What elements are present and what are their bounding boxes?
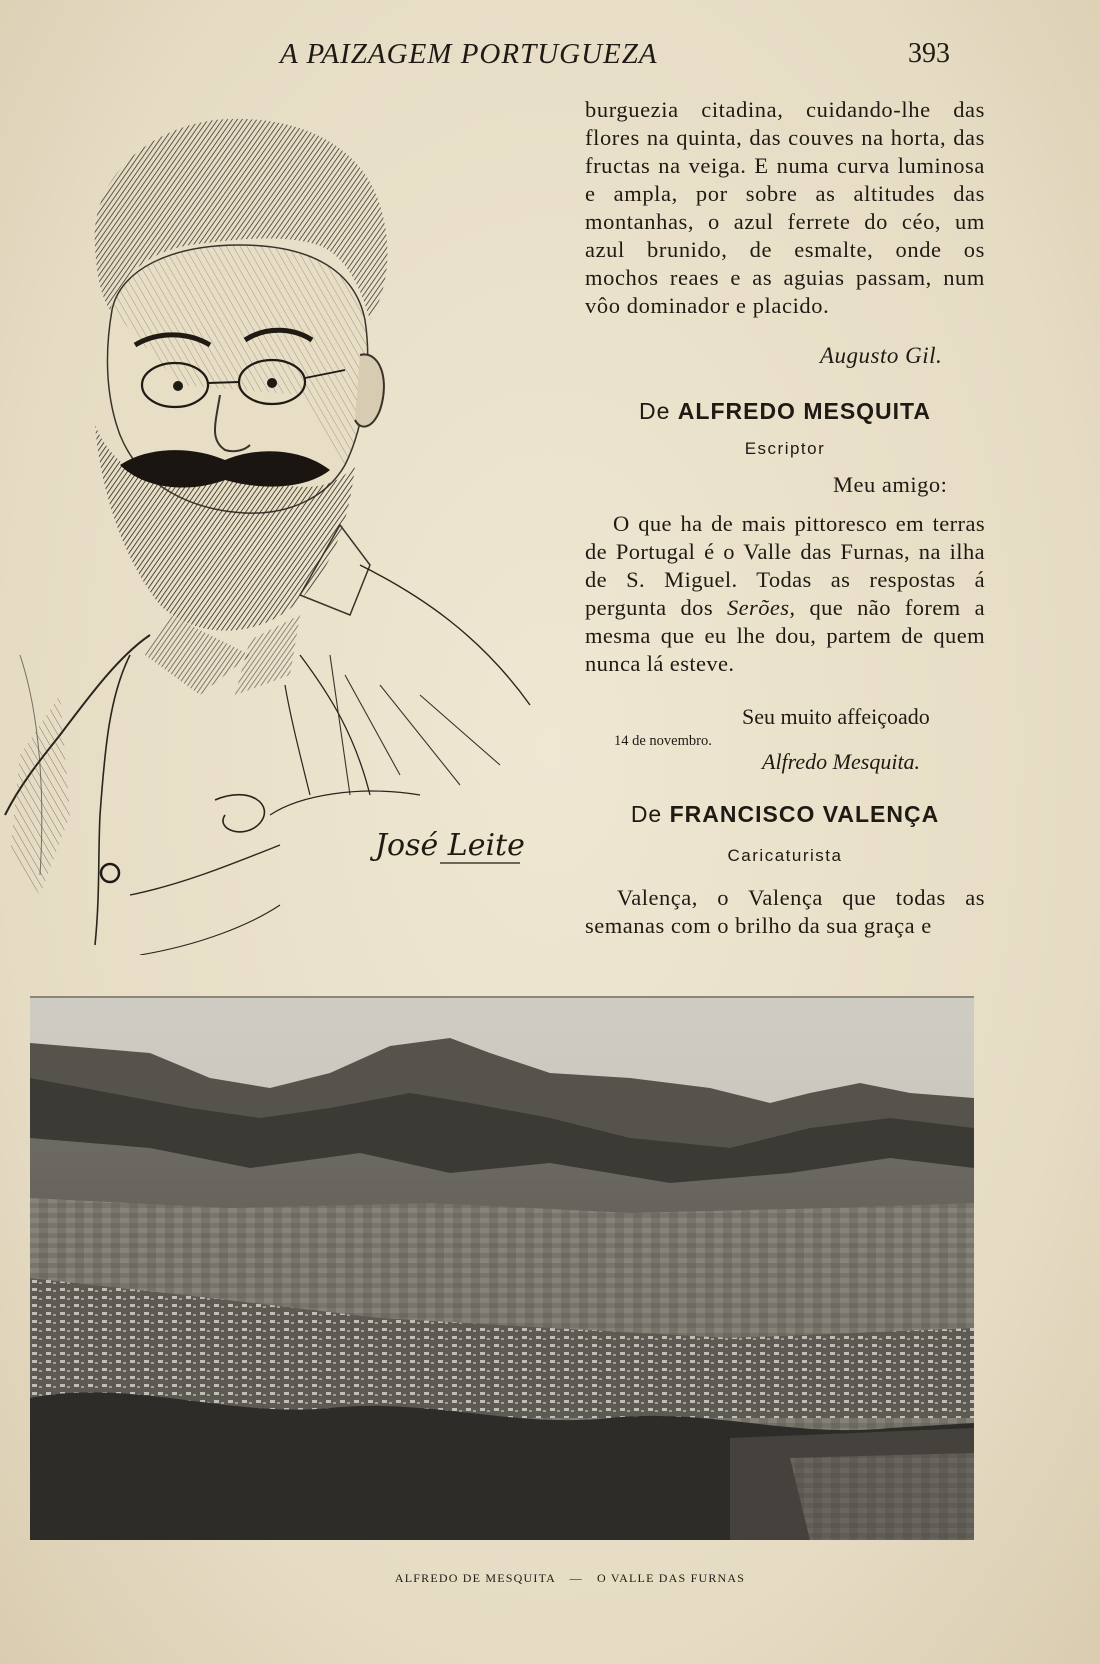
mesquita-heading — [585, 398, 985, 425]
artist-signature: José Leite — [375, 828, 525, 863]
valley-photograph — [30, 996, 974, 1540]
mesquita-closing: Seu muito affeiçoado — [742, 704, 930, 729]
caption-separator: — — [569, 1571, 583, 1585]
gil-signature: Augusto Gil. — [820, 343, 943, 368]
mesquita-letter — [585, 510, 985, 678]
mesquita-role: Escriptor — [744, 439, 826, 458]
gil-continuation — [585, 96, 985, 320]
mesquita-body-part1: O que ha de mais pittoresco em terras de Portugal é o Valle das Furnas, na ilha de S. Miguel. Todas as respostas á pergunta dos — [585, 511, 985, 620]
caption-title: O VALLE DAS FURNAS — [596, 1571, 746, 1585]
valenca-heading-prefix: De — [630, 801, 663, 827]
gil-continuation-text: burguezia citadina, cuidando-lhe das flores na quinta, das couves na horta, das fructas na veiga. E numa curva luminosa e ampla, por sobre as altitudes das montanhas, o azul ferrete do céo, um azul brunido, de esmalte, onde os mochos reaes e as aguias passam, num vôo dominador e placido. — [585, 97, 985, 318]
mesquita-salutation: Meu amigo: — [833, 472, 948, 497]
photo-caption — [0, 1571, 1100, 1586]
portrait-illustration — [0, 95, 570, 955]
mesquita-letter-body — [585, 510, 985, 678]
mesquita-body-part2: que não forem a mesma que eu lhe dou, partem de quem nunca lá esteve. — [585, 595, 985, 676]
valenca-body: Valença, o Valença que todas as semanas com o brilho da sua graça e — [585, 885, 985, 938]
mesquita-heading-prefix: De — [638, 398, 671, 424]
caption-author: ALFREDO DE MESQUITA — [394, 1571, 556, 1585]
mesquita-body-italic: Serões, — [727, 595, 796, 620]
mesquita-date: 14 de novembro. — [614, 733, 712, 749]
mesquita-heading-name: ALFREDO MESQUITA — [677, 398, 932, 424]
running-head: A PAIZAGEM PORTUGUEZA — [280, 38, 658, 70]
mesquita-signature: Alfredo Mesquita. — [762, 749, 921, 774]
valenca-role: Caricaturista — [727, 846, 843, 865]
page-number: 393 — [908, 38, 950, 69]
valenca-heading — [585, 801, 985, 828]
valenca-text — [585, 884, 985, 940]
valenca-heading-name: FRANCISCO VALENÇA — [669, 801, 940, 827]
